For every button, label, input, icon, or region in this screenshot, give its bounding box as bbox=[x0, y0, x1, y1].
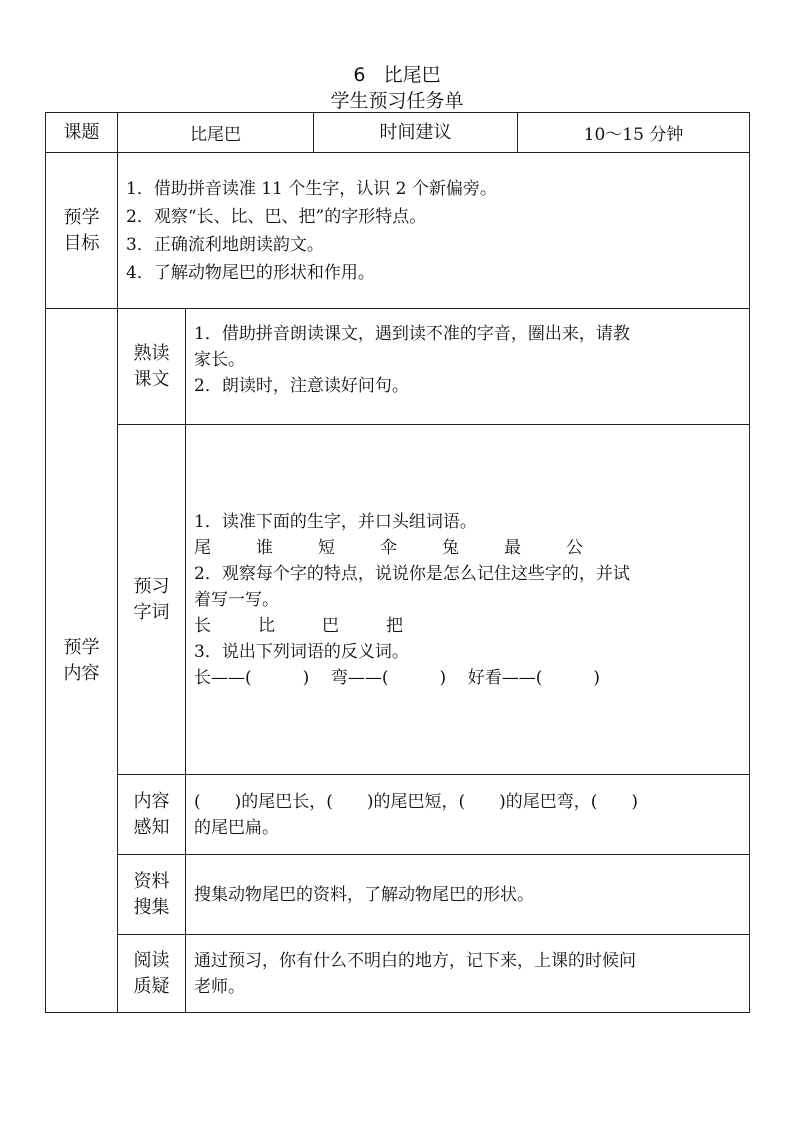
reading-text bbox=[186, 309, 750, 425]
lesson-title: 比尾巴 bbox=[383, 64, 441, 86]
collect-row bbox=[46, 855, 750, 935]
new-char: 伞 bbox=[380, 537, 397, 558]
questions-label-line1: 阅读 bbox=[133, 949, 170, 971]
goal-item: 4．了解动物尾巴的形状和作用。 bbox=[126, 262, 375, 283]
content-label bbox=[46, 309, 118, 1013]
questions-text bbox=[186, 935, 750, 1013]
words-row bbox=[46, 425, 750, 775]
shape-chars-row bbox=[194, 613, 741, 639]
words-label-line1: 预习 bbox=[133, 575, 170, 597]
perception-label bbox=[118, 775, 186, 855]
reading-label bbox=[118, 309, 186, 425]
reading-row bbox=[46, 309, 750, 425]
antonym-item: 好看——( ) bbox=[467, 667, 601, 688]
shape-char: 把 bbox=[386, 615, 403, 636]
collect-label bbox=[118, 855, 186, 935]
goal-item: 1．借助拼音读准 11 个生字，认识 2 个新偏旁。 bbox=[126, 178, 497, 199]
perception-line2: 的尾巴扁。 bbox=[194, 817, 279, 838]
new-chars-row bbox=[194, 535, 741, 561]
questions-line1: 通过预习，你有什么不明白的地方，记下来，上课的时候问 bbox=[194, 950, 636, 971]
reading-label-line1: 熟读 bbox=[133, 342, 170, 364]
questions-label-line2: 质疑 bbox=[133, 975, 170, 997]
goals-label-line2: 目标 bbox=[63, 232, 100, 254]
perception-row bbox=[46, 775, 750, 855]
collect-label-line2: 搜集 bbox=[133, 896, 170, 918]
goals-label-line1: 预学 bbox=[63, 206, 100, 228]
antonym-row bbox=[194, 665, 741, 691]
content-label-line1: 预学 bbox=[63, 636, 100, 658]
content-label-line2: 内容 bbox=[63, 662, 100, 684]
preview-task-table bbox=[45, 112, 750, 1013]
new-char: 谁 bbox=[256, 537, 273, 558]
new-char: 尾 bbox=[194, 537, 211, 558]
perception-text bbox=[186, 775, 750, 855]
words-label bbox=[118, 425, 186, 775]
topic-value: 比尾巴 bbox=[118, 113, 314, 153]
shape-char: 巴 bbox=[322, 615, 339, 636]
lesson-number: 6 bbox=[353, 64, 366, 86]
perception-label-line1: 内容 bbox=[133, 790, 170, 812]
goals-row bbox=[46, 153, 750, 309]
new-char: 公 bbox=[566, 537, 583, 558]
perception-line1: ( )的尾巴长，( )的尾巴短，( )的尾巴弯，( ) bbox=[194, 791, 639, 812]
antonym-item: 弯——( ) bbox=[330, 667, 447, 688]
reading-label-line2: 课文 bbox=[133, 368, 170, 390]
words-label-line2: 字词 bbox=[133, 601, 170, 623]
collect-text: 搜集动物尾巴的资料，了解动物尾巴的形状。 bbox=[186, 855, 750, 935]
goal-item: 3．正确流利地朗读韵文。 bbox=[126, 234, 324, 255]
antonym-item: 长——( ) bbox=[194, 667, 310, 688]
sheet-subtitle: 学生预习任务单 bbox=[330, 90, 464, 112]
words-tasks bbox=[186, 425, 750, 775]
reading-line: 家长。 bbox=[194, 350, 245, 370]
shape-char: 比 bbox=[258, 615, 275, 636]
time-label: 时间建议 bbox=[314, 113, 518, 153]
words-task3: 3．说出下列词语的反义词。 bbox=[194, 641, 409, 662]
time-value: 10～15 分钟 bbox=[518, 113, 750, 153]
info-row bbox=[46, 113, 750, 153]
goal-item: 2．观察“长、比、巴、把”的字形特点。 bbox=[126, 206, 427, 227]
questions-row bbox=[46, 935, 750, 1013]
questions-label bbox=[118, 935, 186, 1013]
new-char: 最 bbox=[504, 537, 521, 558]
reading-line: 2．朗读时，注意读好问句。 bbox=[194, 376, 409, 396]
lesson-heading bbox=[0, 60, 794, 87]
words-task2-line1: 2．观察每个字的特点，说说你是怎么记住这些字的，并试 bbox=[194, 563, 630, 584]
words-task1: 1．读准下面的生字，并口头组词语。 bbox=[194, 511, 477, 532]
collect-label-line1: 资料 bbox=[133, 870, 170, 892]
questions-line2: 老师。 bbox=[194, 976, 245, 997]
shape-char: 长 bbox=[194, 615, 211, 636]
goals-list bbox=[118, 153, 750, 309]
perception-label-line2: 感知 bbox=[133, 816, 170, 838]
reading-line: 1．借助拼音朗读课文，遇到读不准的字音，圈出来，请教 bbox=[194, 324, 630, 344]
words-task2-line2: 着写一写。 bbox=[194, 589, 279, 610]
goals-label bbox=[46, 153, 118, 309]
new-char: 短 bbox=[318, 537, 335, 558]
topic-label: 课题 bbox=[46, 113, 118, 153]
new-char: 兔 bbox=[442, 537, 459, 558]
